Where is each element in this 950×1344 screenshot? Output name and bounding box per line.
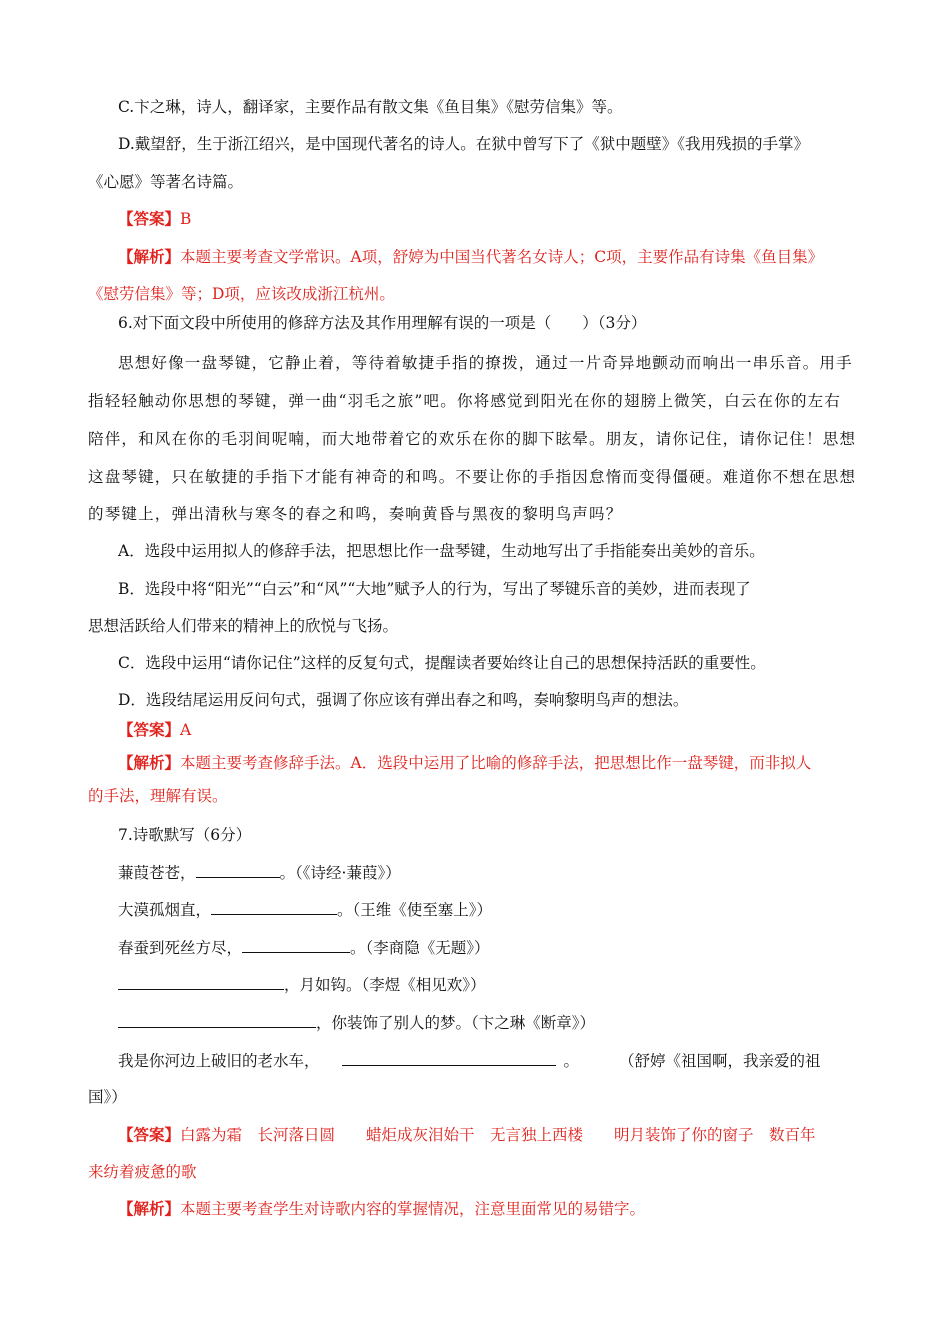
fill-blank-6 bbox=[342, 1049, 556, 1066]
q7-line6 bbox=[118, 1049, 821, 1072]
answer-tag: 【答案】 bbox=[118, 720, 181, 739]
q6-passage-line5: 的琴键上，弹出清秋与寒冬的春之和鸣，奏响黄昏与黑夜的黎明鸟声吗？ bbox=[88, 505, 623, 523]
analysis-text: 本题主要考查文学常识。A项，舒婷为中国当代著名女诗人；C项，主要作品有诗集《鱼目集》 bbox=[180, 248, 824, 266]
q6-passage-line1: 思想好像一盘琴键，它静止着，等待着敏捷手指的撩拨，通过一片奇异地颤动而响出一串乐音。用手 bbox=[118, 354, 853, 372]
q6-option-a: A．选段中运用拟人的修辞手法，把思想比作一盘琴键，生动地写出了手指能奏出美妙的音乐。 bbox=[118, 542, 765, 560]
line-mid: 。 bbox=[563, 1052, 580, 1070]
q7-stem: 7.诗歌默写（6分） bbox=[118, 826, 252, 844]
line-suffix: ，你装饰了别人的梦。（卞之琳《断章》） bbox=[316, 1014, 596, 1032]
line-suffix: ，月如钩。（李煜《相见欢》） bbox=[284, 976, 486, 994]
q7-answer-line1 bbox=[118, 1124, 816, 1146]
answer-tag: 【答案】 bbox=[118, 209, 181, 228]
analysis-tag: 【解析】 bbox=[118, 753, 181, 772]
q5-option-d-line2: 《心愿》等著名诗篇。 bbox=[88, 173, 244, 191]
line-prefix: 蒹葭苍苍， bbox=[118, 864, 196, 882]
fill-blank-5 bbox=[118, 1011, 316, 1028]
answer-value: A bbox=[180, 721, 192, 739]
q5-option-c: C.卞之琳，诗人，翻译家，主要作品有散文集《鱼目集》《慰劳信集》等。 bbox=[118, 98, 623, 116]
q7-line3 bbox=[118, 936, 490, 959]
fill-blank-3 bbox=[242, 936, 350, 953]
analysis-tag: 【解析】 bbox=[118, 247, 181, 266]
line-suffix: 。（王维《使至塞上》） bbox=[337, 901, 493, 919]
q5-analysis-line1 bbox=[118, 246, 823, 268]
fill-blank-2 bbox=[211, 898, 337, 915]
q6-passage-line3: 陪伴，和风在你的毛羽间呢喃，而大地带着它的欢乐在你的脚下眩晕。朋友，请你记住，请你记住！思想 bbox=[88, 430, 857, 448]
q6-analysis-line2: 的手法，理解有误。 bbox=[88, 787, 228, 805]
analysis-text: 本题主要考查学生对诗歌内容的掌握情况，注意里面常见的易错字。 bbox=[180, 1200, 646, 1218]
q6-stem: 6.对下面文段中所使用的修辞方法及其作用理解有误的一项是（ ）（3分） bbox=[118, 314, 647, 332]
answer-value: 白露为霜 长河落日圆 蜡炬成灰泪始干 无言独上西楼 明月装饰了你的窗子 数百年 bbox=[180, 1126, 816, 1144]
q7-line1 bbox=[118, 861, 401, 884]
q5-answer bbox=[118, 208, 191, 230]
line-suffix: 。（李商隐《无题》） bbox=[350, 939, 490, 957]
q7-line2 bbox=[118, 898, 492, 921]
q6-passage-line4: 这盘琴键，只在敏捷的手指下才能有神奇的和鸣。不要让你的手指因怠惰而变得僵硬。难道你不想在思想 bbox=[88, 468, 857, 486]
line-suffix: （舒婷《祖国啊，我亲爱的祖 bbox=[619, 1052, 821, 1070]
q6-analysis-line1 bbox=[118, 752, 811, 774]
line-prefix: 我是你河边上破旧的老水车， bbox=[118, 1052, 320, 1070]
answer-tag: 【答案】 bbox=[118, 1125, 181, 1144]
fill-blank-1 bbox=[196, 861, 280, 878]
q6-option-b-line1: B．选段中将“阳光”“白云”和“风”“大地”赋予人的行为，写出了琴键乐音的美妙，进而表现了 bbox=[118, 580, 751, 598]
analysis-text: 本题主要考查修辞手法。A．选段中运用了比喻的修辞手法，把思想比作一盘琴键，而非拟人 bbox=[180, 754, 812, 772]
line-prefix: 春蚕到死丝方尽， bbox=[118, 939, 243, 957]
analysis-tag: 【解析】 bbox=[118, 1199, 181, 1218]
line-prefix: 大漠孤烟直， bbox=[118, 901, 212, 919]
answer-value: B bbox=[180, 210, 192, 228]
q5-option-d-line1: D.戴望舒，生于浙江绍兴，是中国现代著名的诗人。在狱中曾写下了《狱中题壁》《我用残损的手掌》 bbox=[118, 135, 810, 153]
q6-option-b-line2: 思想活跃给人们带来的精神上的欣悦与飞扬。 bbox=[88, 617, 399, 635]
q6-passage-line2: 指轻轻触动你思想的琴键，弹一曲“羽毛之旅”吧。你将感觉到阳光在你的翅膀上微笑，白云在你的左右 bbox=[88, 392, 842, 410]
line-suffix: 。（《诗经·蒹葭》） bbox=[279, 864, 401, 882]
q7-line4 bbox=[118, 973, 486, 996]
q6-answer bbox=[118, 719, 191, 741]
q6-option-c: C．选段中运用“请你记住”这样的反复句式，提醒读者要始终让自己的思想保持活跃的重要性。 bbox=[118, 654, 766, 672]
q7-analysis bbox=[118, 1198, 645, 1220]
q6-option-d: D．选段结尾运用反问句式，强调了你应该有弹出春之和鸣，奏响黎明鸟声的想法。 bbox=[118, 691, 689, 709]
q7-line5 bbox=[118, 1011, 595, 1034]
q7-answer-line2: 来纺着疲惫的歌 bbox=[88, 1163, 197, 1181]
q5-analysis-line2: 《慰劳信集》等；D项，应该改成浙江杭州。 bbox=[88, 285, 395, 303]
q7-line6-cont: 国》） bbox=[88, 1088, 127, 1106]
fill-blank-4 bbox=[118, 973, 284, 990]
